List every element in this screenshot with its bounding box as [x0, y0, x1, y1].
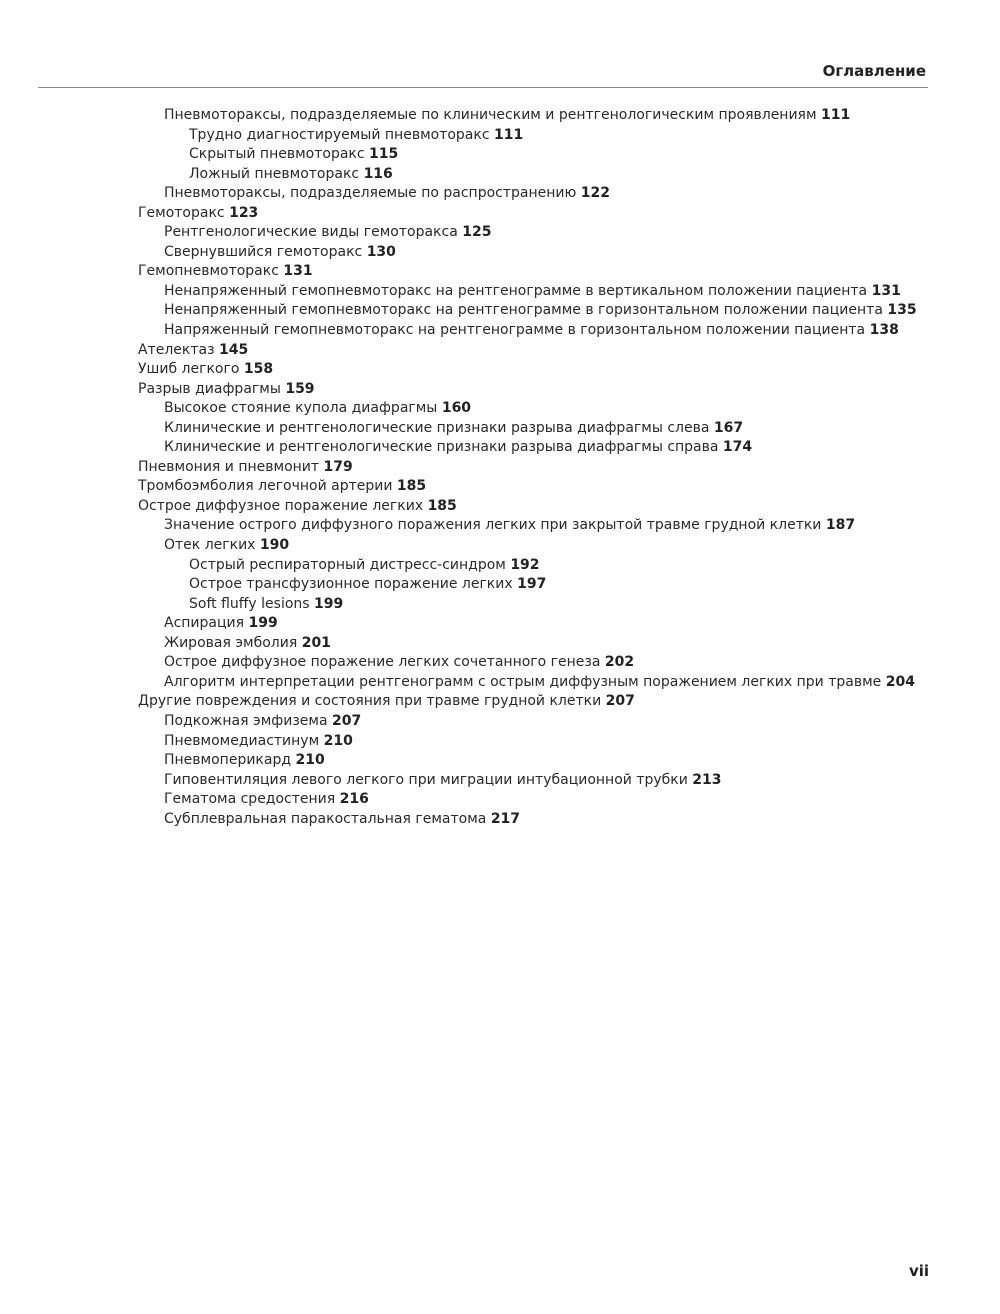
running-header-title: Оглавление: [822, 62, 926, 80]
toc-entry: [138, 419, 928, 439]
toc-entry-title: Аспирация: [164, 615, 245, 632]
toc-entry-title: Ненапряженный гемопневмоторакс на рентгенограмме в горизонтальном положении пациента: [164, 302, 883, 319]
toc-entry: [138, 556, 928, 576]
toc-entry-title: Пневмония и пневмонит: [138, 458, 320, 475]
toc-entry-page: 111: [494, 126, 524, 143]
toc-entry-page: 190: [259, 537, 290, 554]
toc-entry: [138, 810, 928, 830]
toc-entry-title: Субплевральная паракостальная гематома: [164, 810, 487, 827]
toc-entry-title: Острое диффузное поражение легких сочетанного генеза: [164, 654, 601, 671]
toc-entry: [138, 301, 928, 321]
toc-entry-page: 131: [283, 263, 313, 280]
toc-entry-page: 131: [871, 282, 901, 299]
toc-entry-page: 192: [510, 556, 540, 573]
toc-entry-page: 135: [887, 302, 917, 319]
toc-entry-page: 210: [323, 732, 353, 749]
toc-entry-page: 145: [219, 341, 249, 358]
toc-entry: [138, 673, 928, 693]
toc-entry-page: 185: [396, 478, 427, 495]
toc-entry: [138, 204, 928, 224]
toc-entry-title: Другие повреждения и состояния при травме грудной клетки: [138, 693, 602, 710]
toc-entry-page: 213: [692, 771, 722, 788]
toc-entry-page: 187: [825, 517, 856, 534]
toc-entry-page: 123: [229, 204, 259, 221]
table-of-contents: [138, 106, 928, 829]
header-rule: [38, 87, 928, 88]
toc-entry: [138, 282, 928, 302]
toc-entry-title: Пневмотораксы, подразделяемые по распространению: [164, 185, 577, 202]
toc-entry-title: Гемопневмоторакс: [138, 263, 279, 280]
toc-entry: [138, 458, 928, 478]
toc-entry-title: Клинические и рентгенологические признаки разрыва диафрагмы слева: [164, 419, 710, 436]
toc-entry-page: 174: [722, 439, 753, 456]
toc-entry-title: Ателектаз: [138, 341, 215, 358]
toc-entry-page: 122: [580, 185, 610, 202]
toc-entry-title: Тромбоэмболия легочной артерии: [138, 478, 393, 495]
toc-entry-page: 138: [869, 322, 899, 339]
toc-entry-title: Клинические и рентгенологические признаки разрыва диафрагмы справа: [164, 439, 719, 456]
toc-entry-title: Напряженный гемопневмоторакс на рентгенограмме в горизонтальном положении пациента: [164, 322, 866, 339]
toc-entry-page: 159: [285, 380, 315, 397]
toc-entry: [138, 380, 928, 400]
toc-entry-title: Свернувшийся гемоторакс: [164, 243, 363, 260]
toc-entry-page: 160: [441, 400, 472, 417]
toc-entry-page: 210: [295, 752, 325, 769]
toc-entry: [138, 223, 928, 243]
toc-entry: [138, 692, 928, 712]
toc-entry: [138, 165, 928, 185]
toc-entry-page: 207: [331, 712, 362, 729]
toc-entry-title: Скрытый пневмоторакс: [189, 146, 365, 163]
toc-entry-page: 115: [369, 146, 399, 163]
toc-entry: [138, 360, 928, 380]
toc-entry-title: Ушиб легкого: [138, 361, 240, 378]
toc-entry-title: Soft fluffy lesions: [189, 595, 310, 612]
toc-entry-title: Рентгенологические виды гемоторакса: [164, 224, 458, 241]
toc-entry: [138, 653, 928, 673]
toc-entry: [138, 771, 928, 791]
toc-entry-title: Жировая эмболия: [164, 634, 298, 651]
toc-entry-page: 197: [517, 576, 547, 593]
toc-entry-page: 130: [366, 243, 396, 260]
toc-entry-title: Значение острого диффузного поражения легких при закрытой травме грудной клетки: [164, 517, 822, 534]
toc-entry: [138, 399, 928, 419]
toc-entry-title: Острое трансфузионное поражение легких: [189, 576, 513, 593]
toc-entry-page: 204: [885, 673, 915, 690]
toc-entry-page: 216: [339, 791, 369, 808]
toc-entry: [138, 595, 928, 615]
toc-entry-title: Трудно диагностируемый пневмоторакс: [189, 126, 490, 143]
toc-entry: [138, 712, 928, 732]
toc-entry-page: 207: [605, 693, 635, 710]
page-number: vii: [908, 1262, 929, 1280]
toc-entry-title: Гемоторакс: [138, 204, 225, 221]
toc-entry-page: 199: [248, 615, 278, 632]
toc-entry-title: Высокое стояние купола диафрагмы: [164, 400, 438, 417]
toc-entry-page: 111: [821, 107, 851, 123]
toc-entry-page: 199: [314, 595, 344, 612]
toc-entry: [138, 126, 928, 146]
toc-entry: [138, 145, 928, 165]
toc-entry-page: 201: [301, 634, 331, 651]
toc-entry-page: 179: [323, 458, 353, 475]
toc-entry: [138, 262, 928, 282]
toc-entry-page: 217: [490, 810, 521, 827]
toc-entry: [138, 341, 928, 361]
toc-entry: [138, 732, 928, 752]
toc-entry: [138, 790, 928, 810]
toc-entry-title: Алгоритм интерпретации рентгенограмм с острым диффузным поражением легких при травме: [164, 673, 882, 690]
toc-entry: [138, 634, 928, 654]
toc-entry-title: Гиповентиляция левого легкого при миграции интубационной трубки: [164, 771, 688, 788]
toc-entry-page: 202: [604, 654, 635, 671]
toc-entry-page: 125: [462, 224, 492, 241]
toc-entry: [138, 321, 928, 341]
toc-entry: [138, 477, 928, 497]
toc-entry-title: Ненапряженный гемопневмоторакс на рентгенограмме в вертикальном положении пациента: [164, 282, 868, 299]
toc-entry-title: Отек легких: [164, 537, 256, 554]
toc-entry-title: Подкожная эмфизема: [164, 712, 328, 729]
toc-entry-title: Пневмомедиастинум: [164, 732, 320, 749]
toc-entry-title: Пневмоперикард: [164, 752, 292, 769]
toc-entry-page: 185: [427, 497, 457, 514]
toc-entry-page: 158: [243, 361, 274, 378]
toc-entry-title: Пневмотораксы, подразделяемые по клиническим и рентгенологическим проявлениям: [164, 107, 817, 123]
toc-entry: [138, 516, 928, 536]
toc-entry-page: 116: [363, 165, 393, 182]
toc-entry: [138, 751, 928, 771]
toc-entry-title: Острый респираторный дистресс-синдром: [189, 556, 506, 573]
toc-entry: [138, 243, 928, 263]
toc-entry: [138, 106, 928, 126]
toc-entry: [138, 614, 928, 634]
toc-entry: [138, 575, 928, 595]
toc-entry: [138, 438, 928, 458]
toc-entry: [138, 497, 928, 517]
toc-entry-page: 167: [713, 419, 744, 436]
toc-entry-title: Гематома средостения: [164, 791, 336, 808]
toc-entry: [138, 536, 928, 556]
toc-entry-title: Разрыв диафрагмы: [138, 380, 281, 397]
toc-entry-title: Острое диффузное поражение легких: [138, 497, 424, 514]
toc-entry-title: Ложный пневмоторакс: [189, 165, 360, 182]
toc-entry: [138, 184, 928, 204]
